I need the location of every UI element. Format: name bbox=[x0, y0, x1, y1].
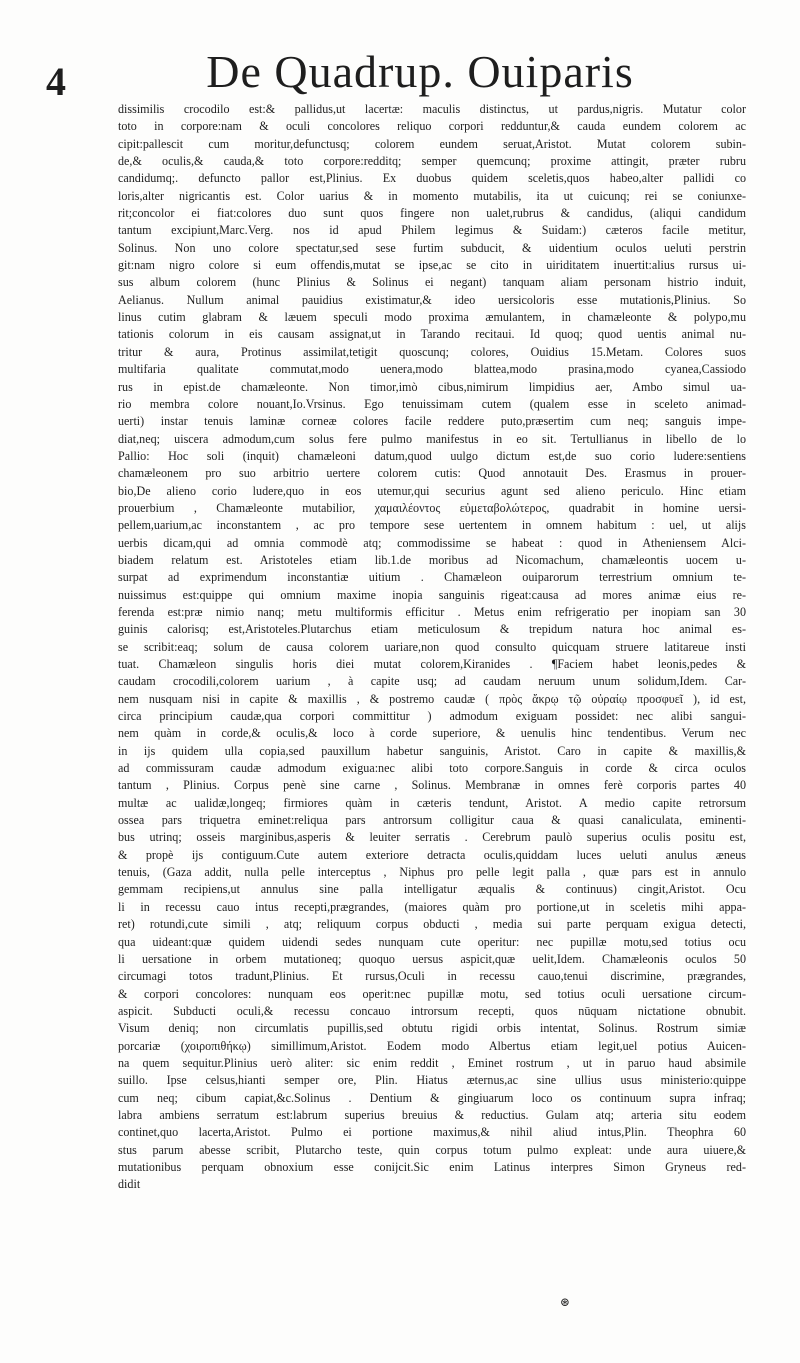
text-line: toto in corpore:nam & oculi concolores reliquo corpori redduntur,& cauda eundem colorem ac bbox=[118, 119, 746, 134]
text-line: caudam crocodili,colorem uarium , à capite usq; ad caudam neruum unum solidum,Idem. Car- bbox=[118, 674, 746, 689]
text-line: chamæleonem pro suo arbitrio uertere colorem cutis: Quod annotauit Des. Erasmus in prouer- bbox=[118, 466, 746, 481]
text-line: & propè ijs contiguum.Cute autem exteriore detracta oculis,quiddam luces ueluti anulus æneus bbox=[118, 847, 746, 862]
text-line: multæ ac ualidæ,longeq; firmiores quàm in cæteris tendunt, Aristot. A medio capite retrorsum bbox=[118, 795, 746, 810]
text-line: cipit:pallescit cum moritur,defunctusq; colorem eundem seruat,Aristot. Mutat colorem subin- bbox=[118, 136, 746, 151]
text-line: nuissimus est:quippe qui omnium maxime inopia sanguinis rigeat:causa ad mores animæ eius re- bbox=[118, 587, 746, 602]
text-line: dissimilis crocodilo est:& pallidus,ut lacertæ: maculis distinctus, ut pardus,nigris. Mutatur color bbox=[118, 102, 746, 116]
text-line: suillo. Ipse celsus,hianti semper ore, Plin. Hiatus æternus,ac sine ullius usus ministerio:quippe bbox=[118, 1073, 746, 1088]
text-line: mutationibus perquam obnoxium esse conijcit.Sic enim Latinus interpres Simon Gryneus red- bbox=[118, 1159, 746, 1174]
text-line: guinis calorisq; est,Aristoteles.Plutarchus etiam meticulosum & trepidum natura hoc animal es- bbox=[118, 622, 746, 637]
text-line: & corpori concolores: nunquam eos operit:nec pupillæ motu, sed totius oculi uersatione circum- bbox=[118, 986, 746, 1001]
text-line: biadem relatum est. Aristoteles etiam lib.1.de moribus ad Nicomachum, chamæleontis uocem u- bbox=[118, 552, 746, 567]
text-line: nem nusquam nisi in capite & maxillis , & postremo caudæ ( πρὸς ἄκρῳ τῷ οὐραίῳ προσφυεῖ ), id est, bbox=[118, 691, 746, 706]
text-line: stus parum abesse scribit, Plutarcho teste, quin corpus totum pulmo expleat: unde aura uiuere,& bbox=[118, 1142, 746, 1157]
text-line: Aelianus. Nullum animal pauidius existimatur,& ideo uersicoloris esse mutationis,Plinius. So bbox=[118, 292, 746, 307]
text-line: nem quàm in corde,& oculis,& loco à corde superiore, & uenulis hinc tendentibus. Verum nec bbox=[118, 726, 746, 741]
text-line: circa principium caudæ,qua corpori committitur ) admodum exiguam possidet: nec alibi sangui- bbox=[118, 709, 746, 724]
text-line: uerti) instar tenuis laminæ corneæ colores facile reddere puto,præsertim cum neq; sanguis impe- bbox=[118, 414, 746, 429]
text-line: continet,quo lacerta,Aristot. Pulmo ei portione maximus,& nihil aliud intus,Plin. Theophra 60 bbox=[118, 1125, 746, 1140]
text-line: circumagi totos tradunt,Plinius. Et rursus,Oculi in recessu cauo,tenui discrimine, prægrandes, bbox=[118, 969, 746, 984]
text-line: porcariæ (χοιροπιθήκῳ) simillimum,Aristot. Eodem modo Albertus etiam legit,uel potius Auicen- bbox=[118, 1038, 746, 1053]
running-head: De Quadrup. Ouiparis bbox=[206, 46, 634, 97]
text-line: pellem,uarium,ac inconstantem , ac pro tempore sese uertentem in omnem habitum : uel, ut alijs bbox=[118, 518, 746, 533]
text-line: didit bbox=[118, 1177, 141, 1192]
text-line: ossea pars triquetra eminet:reliqua pars antrorsum colligitur caua & quasi canaliculata, eminenti- bbox=[118, 813, 746, 828]
body-text-column bbox=[118, 101, 746, 1194]
text-line: de,& oculis,& cauda,& toto corpore:redditq; semper quemcunq; proxime attingit, præter rubru bbox=[118, 154, 746, 169]
text-line: qua uideant:quæ quidem uidendi sedes nunquam cute operitur: nec pupillæ motu,sed totius ocu bbox=[118, 934, 746, 949]
text-line: tantum excipiunt,Marc.Verg. nos id apud Philem legimus & Suidam:) cæteros facile metitur, bbox=[118, 223, 746, 238]
text-line: tuat. Chamæleon singulis horis diei mutat colorem,Kiranides . ¶Faciem habet leonis,pedes & bbox=[118, 657, 746, 671]
text-line: diat,neq; uiscera admodum,cum solus fere pulmo manifestus in eo sit. Tertullianus in libello de lo bbox=[118, 431, 746, 446]
text-line: tenuis, (Gaza addit, nulla pelle interceptus , Niphus pro pelle legit palla , quæ pars est in annulo bbox=[118, 865, 746, 880]
text-line: labra ambiens serratum est:labrum superius breuius & reductius. Gulam atq; arteria situ eodem bbox=[118, 1107, 746, 1122]
text-line: aspicit. Subducti oculi,& recessu concauo introrsum recepti, quos nūquam nictatione obnubit. bbox=[118, 1003, 746, 1018]
text-line: multifaria qualitate commutat,modo uenera,modo blattea,modo prasina,modo cyanea,Cassiodo bbox=[118, 362, 746, 377]
text-line: li uersatione in orbem mutationeq; quoquo uersus aspicit,quæ uelit,Idem. Chamæleonis oculos 50 bbox=[118, 951, 746, 966]
text-line: Pallio: Hoc soli (inquit) chamæleoni datum,quod uulgo dictum est,de suo corio ludere:sentiens bbox=[118, 448, 746, 463]
text-line: surpat ad exprimendum inconstantiæ uitium . Chamæleon ouiparorum terrestrium omnium te- bbox=[118, 570, 746, 585]
text-line: tritur & aura, Protinus assimilat,tetigit quoscunq; colores, Ouidius 15.Metam. Colores suos bbox=[118, 344, 746, 359]
text-line: ad commissuram caudæ admodum exigua:nec alibi toto corpore.Sanguis in corde & circa oculos bbox=[118, 761, 746, 776]
text-line: tantum , Plinius. Corpus penè sine carne , Solinus. Membranæ in omnes ferè corporis partes 40 bbox=[118, 778, 746, 793]
text-line: bio,De alieno corio ludere,quo in eos utemur,qui securius agunt sed alieno periculo. Hinc etiam bbox=[118, 483, 746, 498]
text-line: rus in epist.de chamæleonte. Non timor,imò cibus,nimirum limpidius aer, Ambo simul ua- bbox=[118, 379, 746, 394]
text-line: na quem sequitur.Plinius uerò aliter: sic enim reddit , Eminet rostrum , ut in paruo haud absimile bbox=[118, 1055, 746, 1070]
text-line: cum neq; cibum capiat,&c.Solinus . Dentium & gingiuarum loco os continuum supra infraq; bbox=[118, 1090, 746, 1105]
page-header bbox=[36, 44, 764, 104]
text-line: gemmam recipiens,ut annulus sine palla intelligatur æqualis & continuus) cingit,Aristot. Ocu bbox=[118, 882, 746, 897]
text-line: in ijs quidem ulla copia,sed pauxillum habetur sanguinis, Aristot. Caro in capite & maxillis,& bbox=[118, 743, 746, 758]
text-line: Solinus. Non uno colore spectatur,sed sese furtim subducit, & uidentium oculos ueluti perstrin bbox=[118, 240, 746, 255]
text-line: Visum deniq; non circumlatis pupillis,sed obtutu rigidi orbis intentat, Solinus. Rostrum simiæ bbox=[118, 1021, 746, 1036]
text-line: tationis colorum in eis causam assignat,ut in Tarando recitaui. Id quoq; quod uentis animal nu- bbox=[118, 327, 746, 342]
text-line: git:nam nigro colore si eum offendis,mutat se ipse,ac se cito in uiriditatem inuertit:alius rursus ui- bbox=[118, 258, 746, 273]
text-line: loris,alter nigricantis est. Color uarius & in momento mutabilis, ita ut cuicunq; rei se coniunxe- bbox=[118, 188, 746, 203]
text-line: se scribit:eaq; solum de causa colorem uariare,non quod consulto quicquam struere latitareue insti bbox=[118, 639, 746, 654]
text-line: ferenda est:præ nimio nanq; metu multiformis efficitur . Metus enim refrigeratio per inopiam san 30 bbox=[118, 604, 746, 619]
text-line: prouerbium , Chamæleonte mutabilior, χαμαιλέοντος εὐμεταβολώτερος, quadrabit in homine uersi- bbox=[118, 500, 746, 515]
text-line: bus utrinq; osseis marginibus,asperis & leuiter serratis . Cerebrum paulò superius oculis positu est, bbox=[118, 830, 746, 845]
text-line: rit;concolor ei fiat:colores duo sunt quos fingere non ualet,rubrus & candidus, (aliqui candidum bbox=[118, 206, 746, 221]
text-line: sus album colorem (hunc Plinius & Solinus ei negant) tanquam aliam personam histrio induit, bbox=[118, 275, 746, 290]
text-line: rio membra colore nouant,Io.Vrsinus. Ego tenuissimam cutem (qualem esse in sceleto animad- bbox=[118, 396, 746, 411]
signature-mark: ⊛ bbox=[560, 1295, 571, 1309]
text-line: li in recessu cauo intus recepti,prægrandes, (maiores quàm pro portione,ut in sceletis mihi appa- bbox=[118, 899, 746, 914]
text-line: candidumq;. defuncto pallor est,Plinius. Ex duobus quidem sceletis,quos habeo,alter pallidi co bbox=[118, 171, 746, 186]
text-line: ret) rotundi,cute simili , atq; reliquum corpus obducti , media sui parte perquam exigua detecti, bbox=[118, 917, 746, 932]
text-line: uerbis dicam,qui ad omnia commodè atq; commodissime se habeat : quod in Atheniensem Alci- bbox=[118, 535, 746, 550]
page-number: 4 bbox=[46, 59, 66, 104]
text-line: linus cutim glabram & læuem speculi modo proxima æmulantem, in chamæleonte & polypo,mu bbox=[118, 310, 746, 325]
